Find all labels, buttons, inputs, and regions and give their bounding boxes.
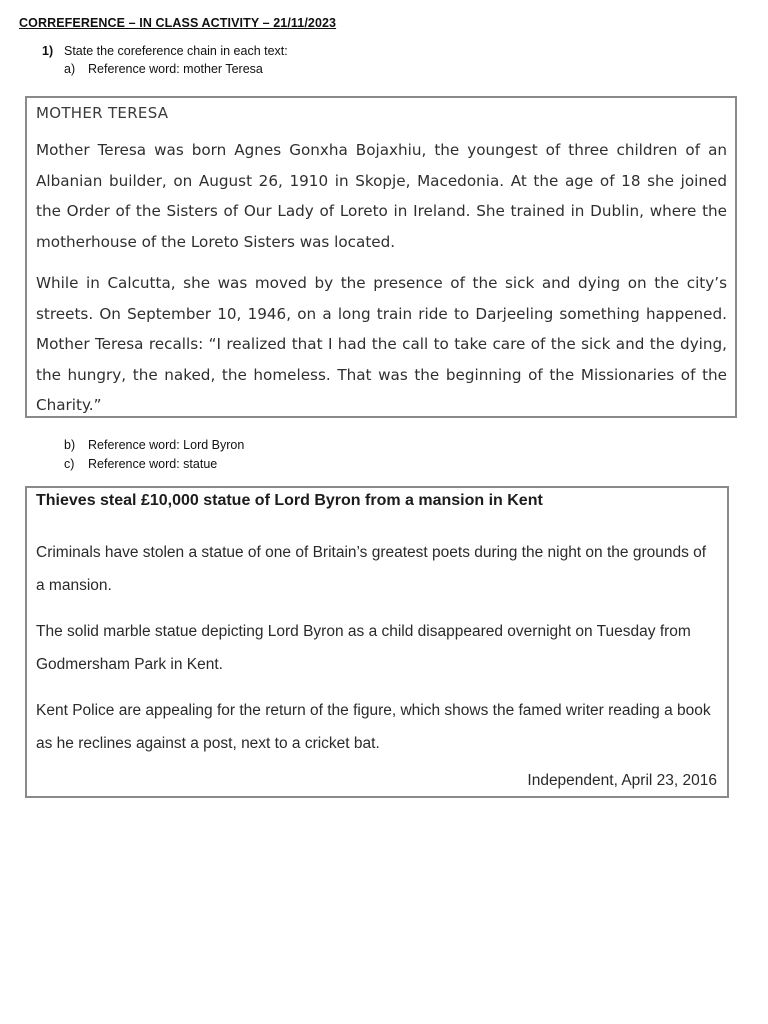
question-number: 1) [42,44,54,58]
sub-item-a [64,62,263,76]
sub-item-text: Reference word: Lord Byron [88,438,245,452]
question-1 [42,44,288,58]
question-text: State the coreference chain in each text: [64,44,288,58]
byron-article-box [25,486,729,798]
sub-item-letter: c) [64,457,75,471]
article-paragraph-1: Criminals have stolen a statue of one of Britain’s greatest poets during the night on the grounds of a mansion. [36,544,707,594]
mother-teresa-heading: MOTHER TERESA [36,104,169,122]
mother-teresa-text-box [25,96,737,418]
mother-teresa-paragraph-2: While in Calcutta, she was moved by the presence of the sick and dying on the city’s streets. On September 10, 1946, on a long train ride to Darjeeling something happened. Mother Teresa recalls: “I realized that I had the call to take care of the sick and the dying, the hungry, the naked, the homeless. That was the beginning of the Missionaries of the Charity.” [36,274,727,414]
sub-item-text: Reference word: statue [88,457,218,471]
article-source: Independent, April 23, 2016 [527,772,717,789]
article-paragraph-2: The solid marble statue depicting Lord Byron as a child disappeared overnight on Tuesday from Godmersham Park in Kent. [36,623,691,673]
article-paragraph-3: Kent Police are appealing for the return of the figure, which shows the famed writer reading a book as he reclines against a post, next to a cricket bat. [36,702,711,752]
document-title: CORREFERENCE – IN CLASS ACTIVITY – 21/11/2023 [19,16,337,30]
sub-item-letter: a) [64,62,76,76]
article-headline: Thieves steal £10,000 statue of Lord Byron from a mansion in Kent [36,492,543,509]
sub-item-c [64,457,217,471]
sub-item-b [64,438,244,452]
sub-item-letter: b) [64,438,76,452]
mother-teresa-paragraph-1: Mother Teresa was born Agnes Gonxha Bojaxhiu, the youngest of three children of an Albanian builder, on August 26, 1910 in Skopje, Macedonia. At the age of 18 she joined the Order of the Sisters of Our Lady of Loreto in Ireland. She trained in Dublin, where the motherhouse of the Loreto Sisters was located. [36,141,727,251]
sub-item-text: Reference word: mother Teresa [88,62,263,76]
